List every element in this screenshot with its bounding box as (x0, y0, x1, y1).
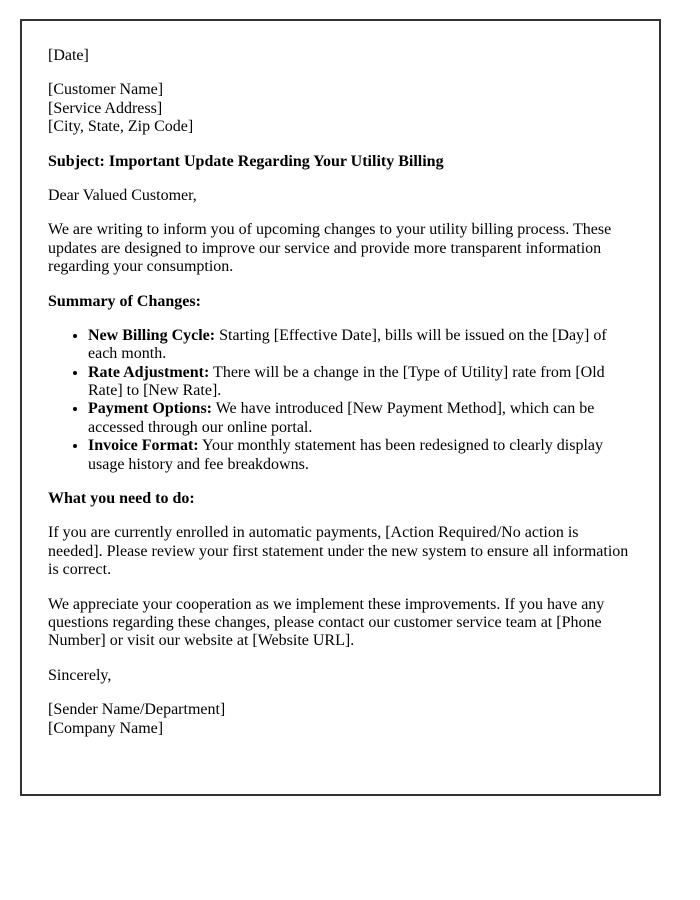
summary-heading: Summary of Changes: (48, 292, 201, 310)
list-item-payment-options (88, 400, 633, 437)
changes-list (48, 327, 633, 474)
recipient-name: [Customer Name] (48, 81, 164, 99)
recipient-address: [Service Address] (48, 99, 163, 117)
sender-block (48, 701, 633, 738)
list-item-label: New Billing Cycle: (88, 326, 216, 344)
closing-paragraph: We appreciate your cooperation as we implement these improvements. If you have any questions regarding these changes, please contact our customer service team at [Phone Number] or visit our website at [Website URL]. (48, 595, 605, 650)
list-item-invoice-format (88, 437, 633, 474)
action-heading: What you need to do: (48, 490, 195, 508)
sender-name-department: [Sender Name/Department] (48, 701, 226, 719)
list-item-rate-adjustment (88, 364, 633, 401)
letter-document (20, 19, 661, 796)
list-item-label: Payment Options: (88, 400, 212, 418)
list-item-text: Starting [Effective Date], bills will be issued on the [Day] of each month. (88, 326, 607, 363)
recipient-city-state-zip: [City, State, Zip Code] (48, 118, 194, 136)
intro-paragraph: We are writing to inform you of upcoming changes to your utility billing process. These updates are designed to improve our service and provide more transparent information regarding your consumption. (48, 221, 612, 276)
subject-line: Subject: Important Update Regarding Your Utility Billing (48, 152, 444, 170)
signoff: Sincerely, (48, 666, 112, 684)
list-item-label: Rate Adjustment: (88, 363, 210, 381)
recipient-block (48, 81, 633, 136)
date-line: [Date] (48, 47, 89, 64)
sender-company: [Company Name] (48, 719, 164, 737)
salutation: Dear Valued Customer, (48, 186, 197, 204)
list-item-billing-cycle (88, 327, 633, 364)
list-item-text: Your monthly statement has been redesigned to clearly display usage history and fee breakdowns. (88, 437, 603, 473)
list-item-text: We have introduced [New Payment Method], which can be accessed through our online portal. (88, 400, 595, 436)
list-item-label: Invoice Format: (88, 437, 199, 455)
action-paragraph: If you are currently enrolled in automatic payments, [Action Required/No action is needed]. Please review your first statement under the new system to ensure all information is correct. (48, 524, 629, 579)
list-item-text: There will be a change in the [Type of Utility] rate from [Old Rate] to [New Rate]. (88, 363, 605, 400)
